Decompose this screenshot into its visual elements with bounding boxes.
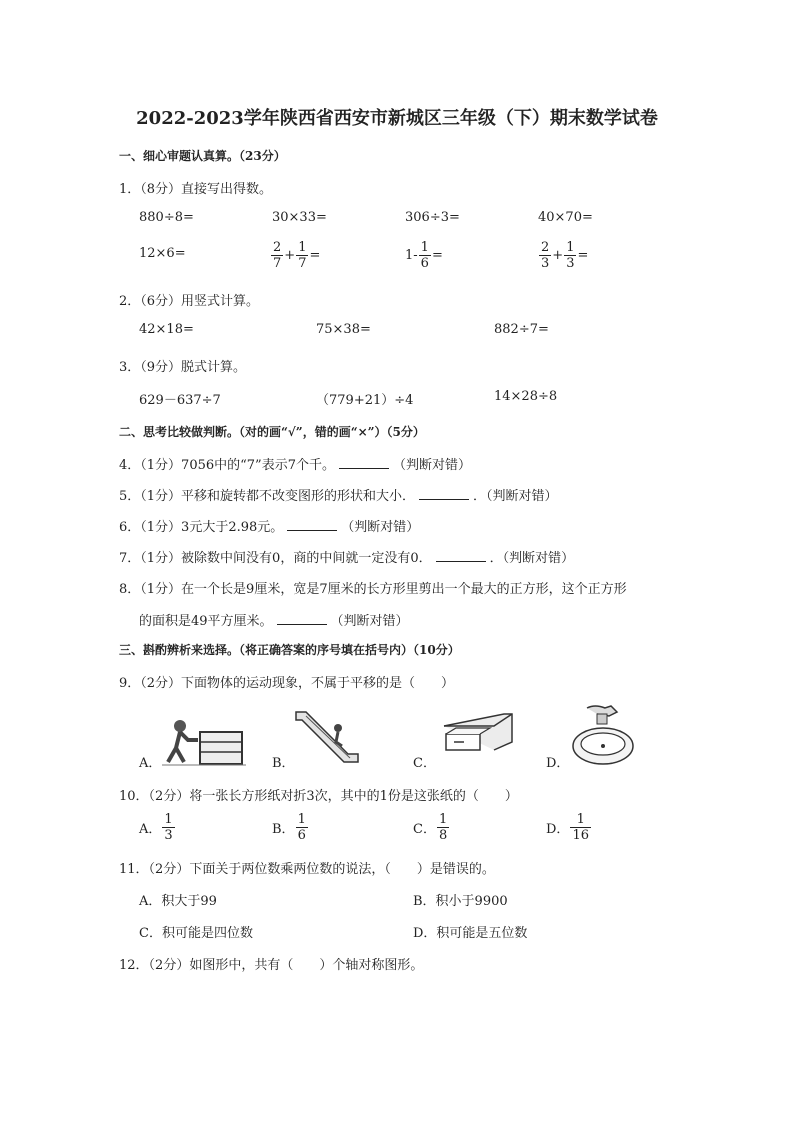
q9-option-c-label: C． <box>413 756 436 771</box>
escalator-picture <box>292 708 362 768</box>
q3-expr-2: （779+21）÷4 <box>316 393 414 408</box>
q10-option-a[interactable]: A． $\frac{1}{3}$ <box>139 812 173 843</box>
q2-expr-3: 882÷7= <box>494 322 549 337</box>
q9-option-a-label: A． <box>139 756 162 771</box>
q10-option-d[interactable]: D． $\frac{1}{16}$ <box>546 812 589 843</box>
q1-expr-1: 880÷8= <box>139 210 194 225</box>
answer-blank[interactable] <box>277 612 327 625</box>
q11-option-b[interactable]: B．积小于9900 <box>413 894 508 909</box>
question-7: 7．（1分）被除数中间没有0，商的中间就一定没有0． ．（判断对错） <box>119 551 575 566</box>
question-8-line-1: 8．（1分）在一个长是9厘米，宽是7厘米的长方形里剪出一个最大的正方形，这个正方形 <box>119 582 627 597</box>
question-11: 11．（2分）下面关于两位数乘两位数的说法，（ ）是错误的。 <box>119 862 495 877</box>
question-4: 4．（1分）7056中的“7”表示7个千。 （判断对错） <box>119 458 471 473</box>
pushing-box-picture <box>158 718 248 768</box>
q1-expr-5: 12×6= <box>139 246 186 261</box>
q3-expr-3: 14×28÷8 <box>494 389 558 404</box>
q3-expr-1: 629－637÷7 <box>139 393 221 408</box>
q1-fraction-expr-3: $\frac{2}{3}$ + $\frac{1}{3}$ = <box>541 240 589 271</box>
sink-faucet-picture <box>567 702 637 768</box>
q1-fraction-expr-1: $\frac{2}{7}$ + $\frac{1}{7}$ = <box>273 240 321 271</box>
drawer-picture <box>434 712 514 766</box>
q2-expr-2: 75×38= <box>316 322 371 337</box>
answer-blank[interactable] <box>436 549 486 562</box>
section-1-heading: 一、细心审题认真算。（23分） <box>119 149 286 163</box>
q2-expr-1: 42×18= <box>139 322 194 337</box>
question-9: 9．（2分）下面物体的运动现象，不属于平移的是（ ） <box>119 676 455 691</box>
q9-option-d-label: D． <box>546 756 570 771</box>
section-3-heading: 三、斟酌辨析来选择。（将正确答案的序号填在括号内）（10分） <box>119 643 460 657</box>
answer-blank[interactable] <box>287 518 337 531</box>
q1-expr-2: 30×33= <box>272 210 327 225</box>
question-8-line-2: 的面积是49平方厘米。 （判断对错） <box>139 614 409 629</box>
section-2-heading: 二、思考比较做判断。（对的画“√”，错的画“×”）（5分） <box>119 425 425 439</box>
q11-option-c[interactable]: C．积可能是四位数 <box>139 926 253 941</box>
question-1: 1．（8分）直接写出得数。 <box>119 182 273 197</box>
question-5: 5．（1分）平移和旋转都不改变图形的形状和大小． ．（判断对错） <box>119 489 558 504</box>
page-title: 2022-2023学年陕西省西安市新城区三年级（下）期末数学试卷 <box>136 108 658 129</box>
question-6: 6．（1分）3元大于2.98元。 （判断对错） <box>119 520 420 535</box>
q11-option-d[interactable]: D．积可能是五位数 <box>413 926 528 941</box>
answer-blank[interactable] <box>419 487 469 500</box>
q1-expr-4: 40×70= <box>538 210 593 225</box>
q11-option-a[interactable]: A．积大于99 <box>139 894 217 909</box>
question-2: 2．（6分）用竖式计算。 <box>119 294 260 309</box>
q1-fraction-expr-2: 1- $\frac{1}{6}$ = <box>405 240 443 271</box>
q10-option-b[interactable]: B． $\frac{1}{6}$ <box>272 812 306 843</box>
q1-expr-3: 306÷3= <box>405 210 460 225</box>
question-3: 3．（9分）脱式计算。 <box>119 360 247 375</box>
question-10: 10．（2分）将一张长方形纸对折3次，其中的1份是这张纸的（ ） <box>119 789 518 804</box>
question-12: 12．（2分）如图形中，共有（ ）个轴对称图形。 <box>119 958 424 973</box>
q9-option-b-label: B． <box>272 756 295 771</box>
q10-option-c[interactable]: C． $\frac{1}{8}$ <box>413 812 448 843</box>
answer-blank[interactable] <box>339 456 389 469</box>
